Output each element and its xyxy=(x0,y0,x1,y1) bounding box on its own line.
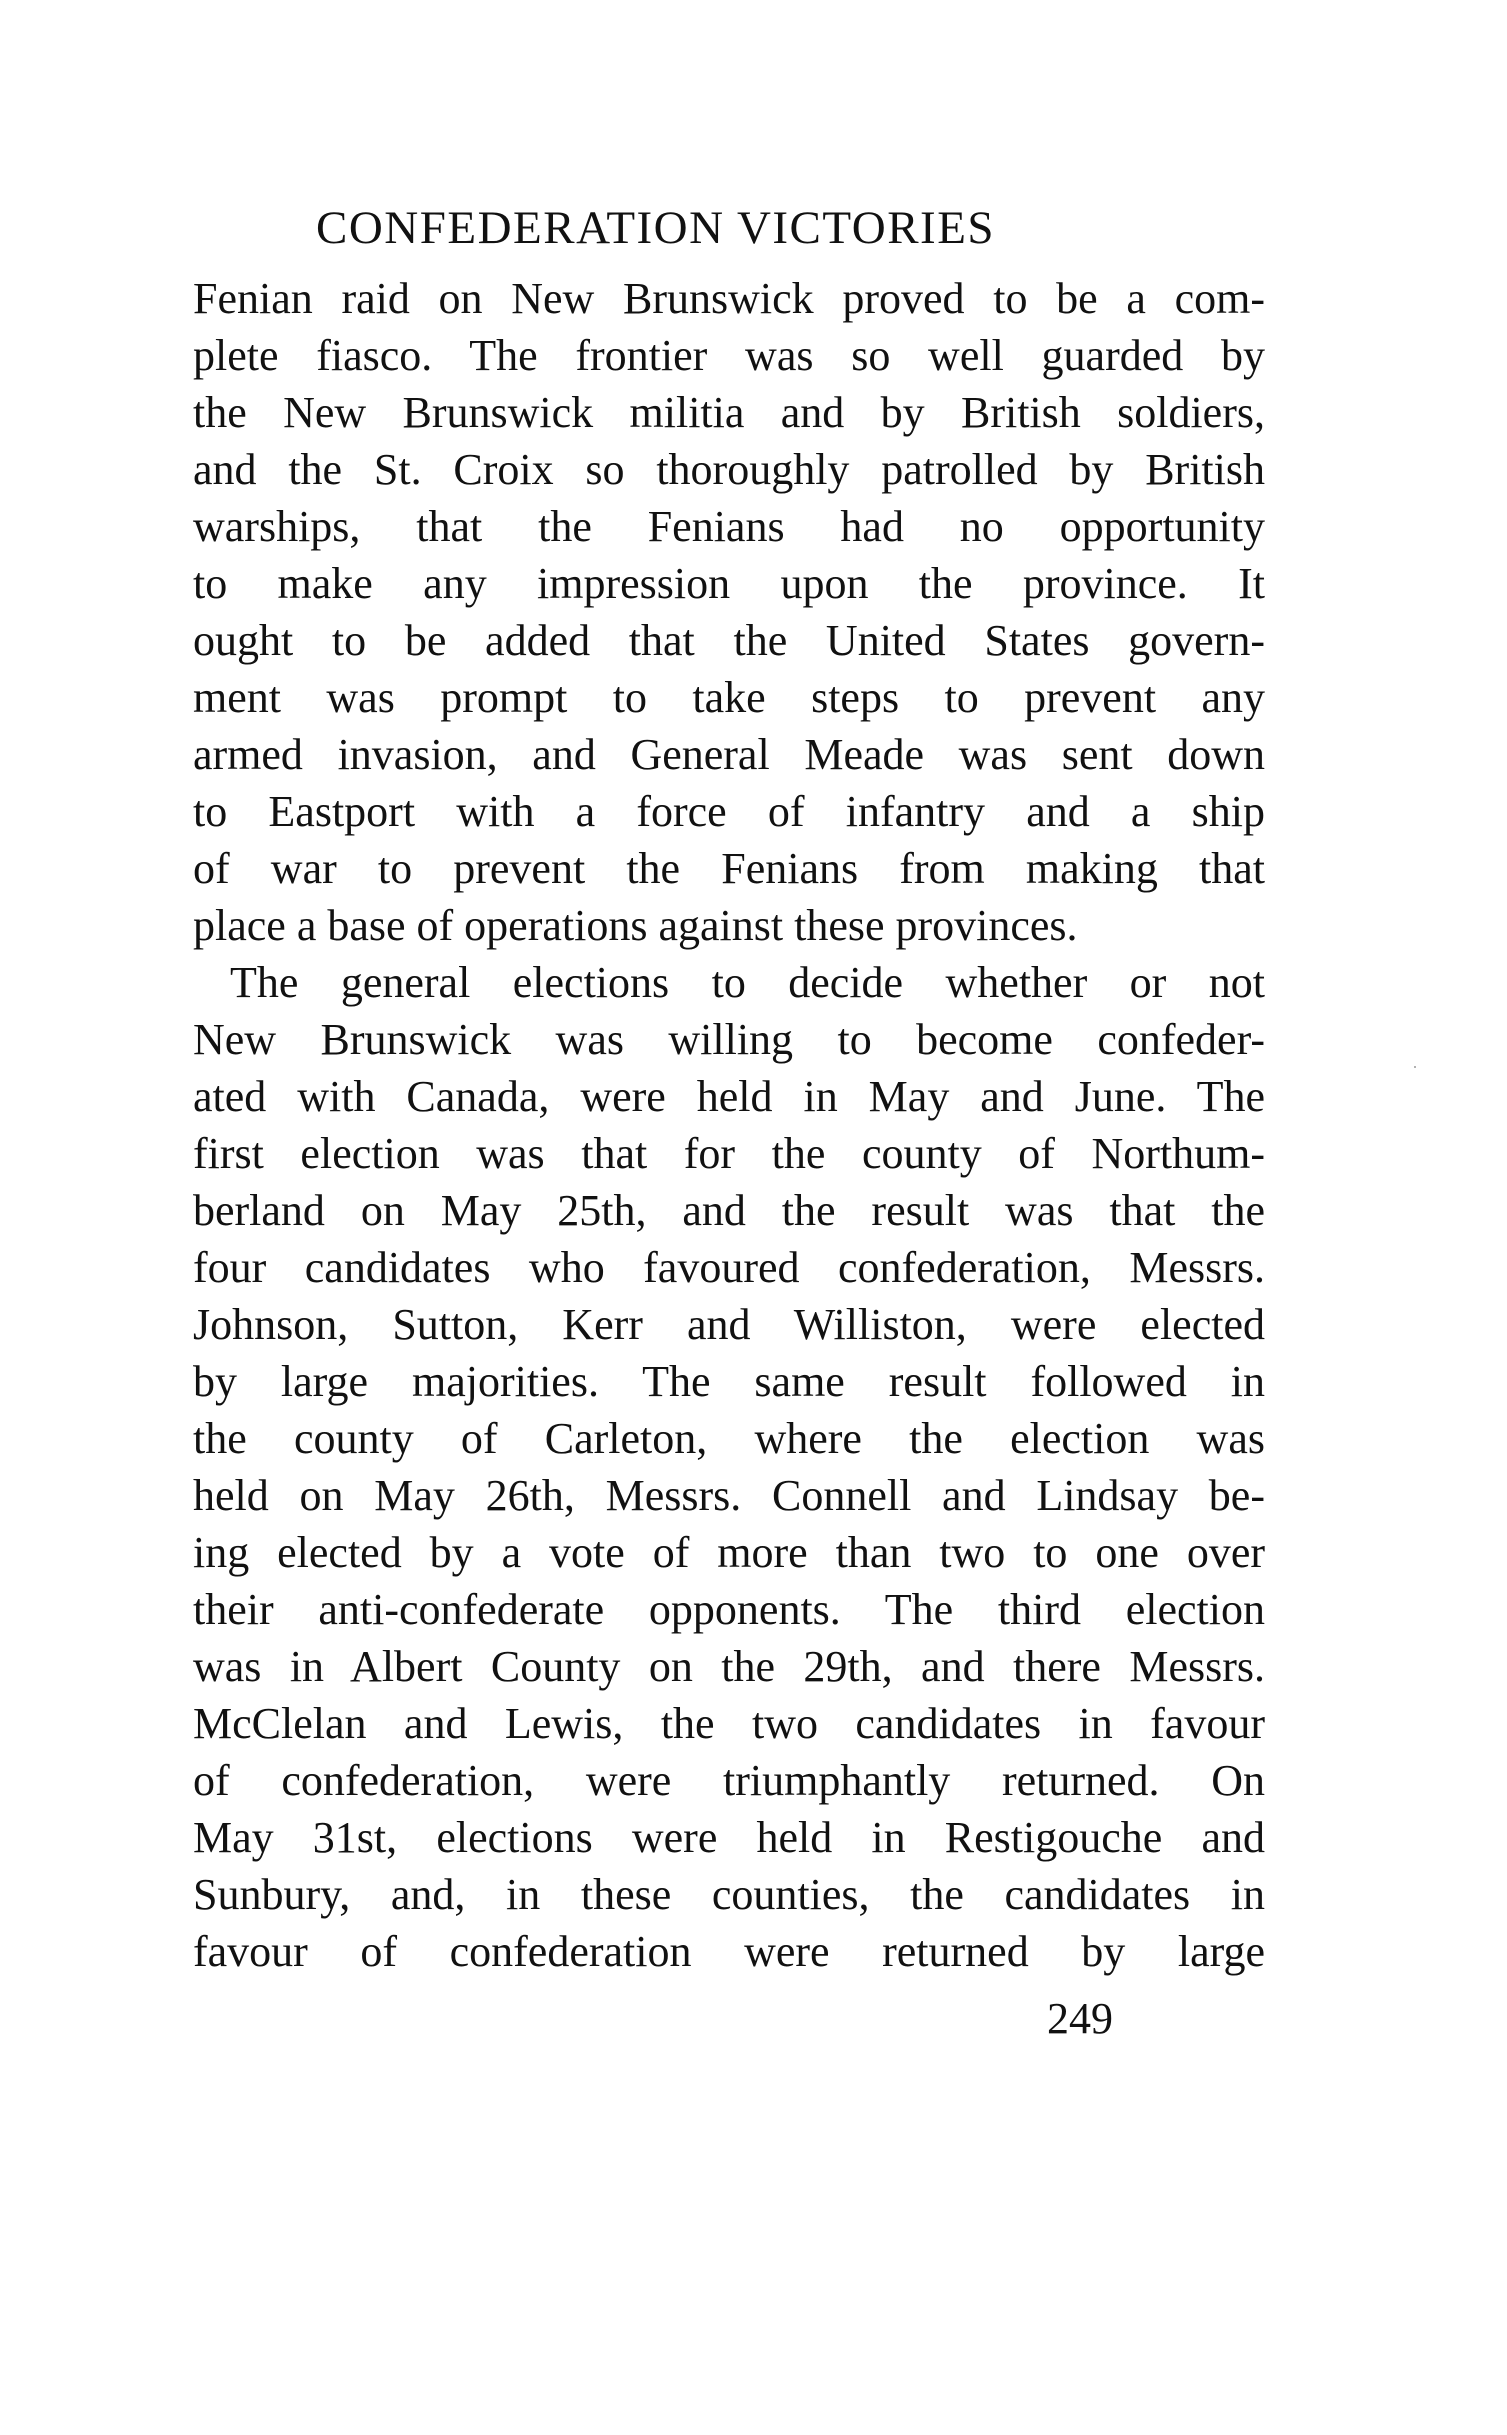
text-line: favour of confederation were returned by large xyxy=(193,1927,1265,1976)
text-line: was in Albert County on the 29th, and there Messrs. xyxy=(193,1642,1265,1691)
paper-speck xyxy=(1414,1066,1416,1068)
text-line: held on May 26th, Messrs. Connell and Lindsay be- xyxy=(193,1471,1265,1520)
text-line: first election was that for the county of Northum- xyxy=(193,1129,1265,1178)
page-number: 249 xyxy=(1047,1994,1113,2043)
text-line: ated with Canada, were held in May and June. The xyxy=(193,1072,1265,1121)
text-line: Johnson, Sutton, Kerr and Williston, were elected xyxy=(193,1300,1265,1349)
text-line: the New Brunswick militia and by British soldiers, xyxy=(193,388,1265,437)
text-line: and the St. Croix so thoroughly patrolled by British xyxy=(193,445,1265,494)
text-line: the county of Carleton, where the election was xyxy=(193,1414,1265,1463)
text-line: Fenian raid on New Brunswick proved to be a com- xyxy=(193,274,1265,323)
text-line: by large majorities. The same result followed in xyxy=(193,1357,1265,1406)
text-line: their anti-confederate opponents. The third election xyxy=(193,1585,1265,1634)
text-line: to Eastport with a force of infantry and a ship xyxy=(193,787,1265,836)
text-line: place a base of operations against these provinces. xyxy=(193,901,1078,950)
text-line: berland on May 25th, and the result was that the xyxy=(193,1186,1265,1235)
running-head: CONFEDERATION VICTORIES xyxy=(316,202,996,254)
text-line: May 31st, elections were held in Restigouche and xyxy=(193,1813,1265,1862)
text-line: ing elected by a vote of more than two to one over xyxy=(193,1528,1265,1577)
text-line: to make any impression upon the province. It xyxy=(193,559,1265,608)
text-line: The general elections to decide whether or not xyxy=(230,958,1265,1007)
body-text xyxy=(193,270,1265,1980)
text-line: Sunbury, and, in these counties, the candidates in xyxy=(193,1870,1265,1919)
text-line: of war to prevent the Fenians from making that xyxy=(193,844,1265,893)
text-line: armed invasion, and General Meade was sent down xyxy=(193,730,1265,779)
text-line: warships, that the Fenians had no opportunity xyxy=(193,502,1265,551)
text-line: four candidates who favoured confederation, Messrs. xyxy=(193,1243,1265,1292)
text-line: New Brunswick was willing to become confeder- xyxy=(193,1015,1265,1064)
text-line: McClelan and Lewis, the two candidates in favour xyxy=(193,1699,1265,1748)
text-line: plete fiasco. The frontier was so well guarded by xyxy=(193,331,1265,380)
text-line: of confederation, were triumphantly returned. On xyxy=(193,1756,1265,1805)
text-line: ment was prompt to take steps to prevent any xyxy=(193,673,1265,722)
text-line: ought to be added that the United States govern- xyxy=(193,616,1265,665)
